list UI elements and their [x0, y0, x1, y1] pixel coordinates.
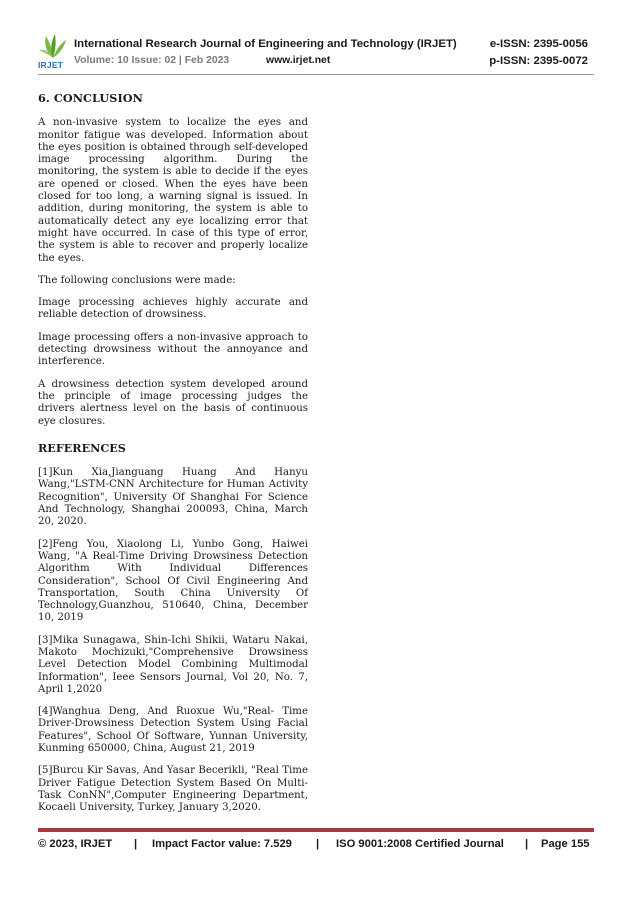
logo-text: IRJET [38, 60, 64, 70]
conclusion-paragraph: A non-invasive system to localize the eyes and monitor fatigue was developed. Information about the eyes position is obtained through self-developed image processing algorithm. During the monitoring, the system is able to decide if the eyes are opened or closed. When the eyes have been closed for too long, a warning signal is issued. In addition, during monitoring, the system is able to automatically detect any eye localizing error that might have occurred. In case of this type of error, the system is able to recover and properly localize the eyes. [38, 117, 308, 264]
impact-factor: Impact Factor value: 7.529 [152, 838, 292, 850]
footer-separator: | [525, 838, 529, 850]
conclusion-paragraph: Image processing achieves highly accurate and reliable detection of drowsiness. [38, 297, 308, 321]
page-footer [38, 838, 594, 854]
footer-separator: | [134, 838, 138, 850]
e-issn: e-ISSN: 2395-0056 [489, 38, 588, 50]
conclusion-paragraph: The following conclusions were made: [38, 274, 236, 286]
page-header [38, 32, 594, 72]
conclusion-heading: 6. CONCLUSION [38, 91, 143, 105]
reference-item: [4]Wanghua Deng, And Ruoxue Wu,"Real- Time Driver-Drowsiness Detection System Using Facial Features", School Of Software, Yunnan University, Kunming 650000, China, August 21, 2019 [38, 706, 308, 755]
p-issn: p-ISSN: 2395-0072 [489, 55, 588, 67]
footer-separator: | [316, 838, 320, 850]
volume-issue: Volume: 10 Issue: 02 | Feb 2023 [74, 55, 230, 66]
conclusion-paragraph: Image processing offers a non-invasive approach to detecting drowsiness without the annoyance and interference. [38, 331, 308, 368]
footer-divider [38, 828, 594, 832]
reference-item: [2]Feng You, Xiaolong Li, Yunbo Gong, Haiwei Wang, "A Real-Time Driving Drowsiness Detection Algorithm With Individual Differences Consideration", School Of Civil Engineering And Transportation, South China University Of Technology,Guanzhou, 510640, China, December 10, 2019 [38, 538, 308, 624]
header-divider [38, 74, 594, 75]
journal-website-link[interactable]: www.irjet.net [266, 55, 331, 66]
copyright: © 2023, IRJET [38, 838, 113, 850]
reference-item: [3]Mika Sunagawa, Shin-Ichi Shikii, Wataru Nakai, Makoto Mochizuki,"Comprehensive Drowsiness Level Detection Model Combining Multimodal Information", Ieee Sensors Journal, Vol 20, No. 7, April 1,2020 [38, 634, 308, 695]
left-column [38, 92, 308, 825]
iso-certification: ISO 9001:2008 Certified Journal [336, 838, 504, 850]
conclusion-paragraph: A drowsiness detection system developed around the principle of image processing judges the drivers alertness level on the basis of continuous eye closures. [38, 378, 308, 427]
reference-item: [5]Burcu Kir Savas, And Yasar Becerikli, "Real Time Driver Fatigue Detection System Based On Multi-Task ConNN",Computer Engineering Department, Kocaeli University, Turkey, January 3,2020. [38, 765, 308, 814]
reference-item: [1]Kun Xia,Jianguang Huang And Hanyu Wang,"LSTM-CNN Architecture for Human Activity Recognition", University Of Shanghai For Science And Technology, Shanghai 200093, China, March 20, 2020. [38, 467, 308, 528]
references-heading: REFERENCES [38, 440, 126, 455]
page-number: Page 155 [541, 838, 590, 850]
journal-title: International Research Journal of Engineering and Technology (IRJET) [74, 38, 457, 50]
